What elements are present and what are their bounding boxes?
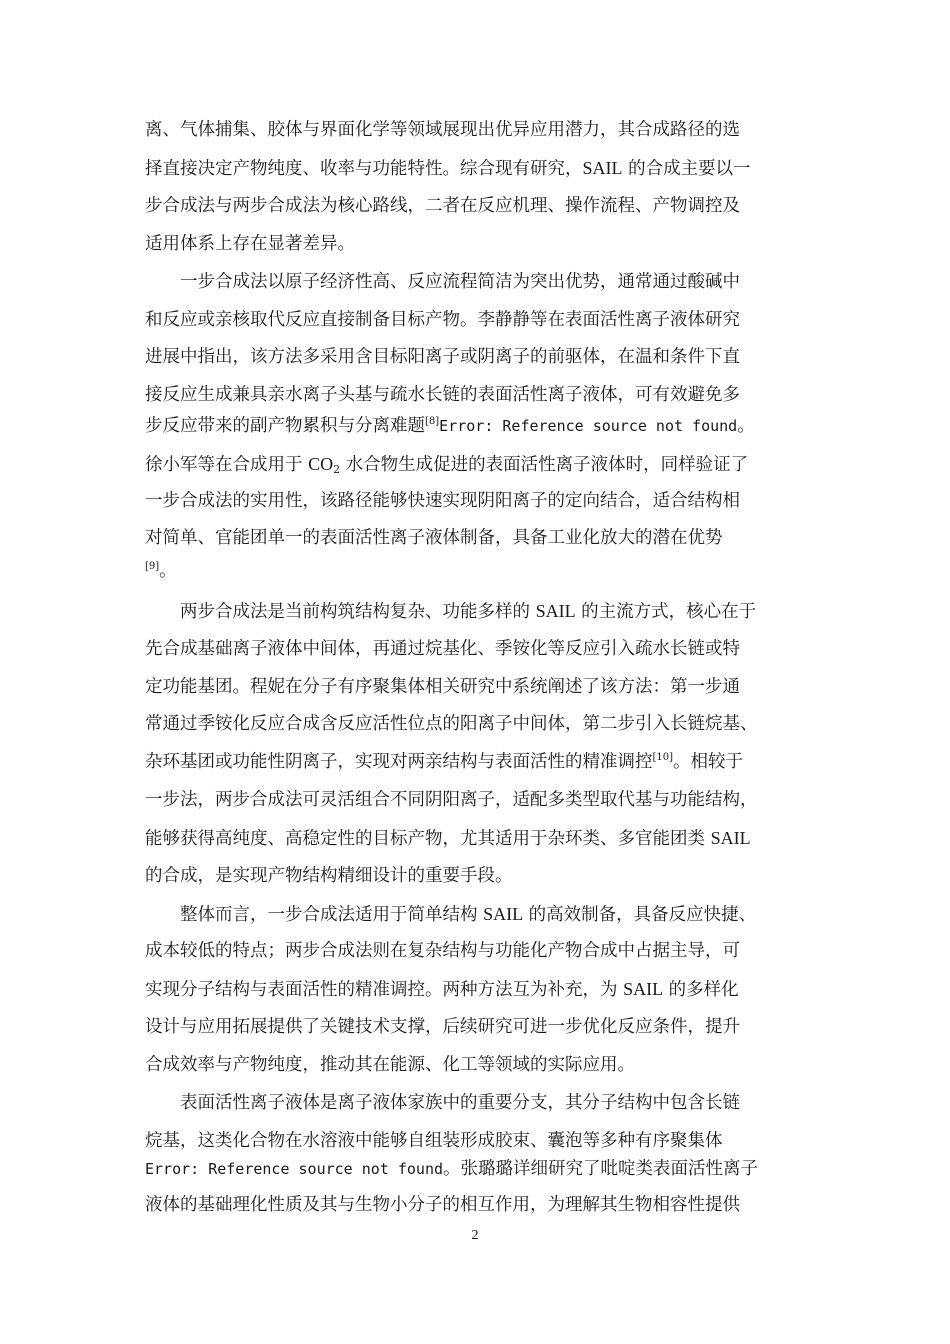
text-line: 步合成法与两步合成法为核心路线，二者在反应机理、操作流程、产物调控及	[145, 196, 740, 216]
text-line: 液体的基础理化性质及其与生物小分子的相互作用，为理解其生物相容性提供	[145, 1195, 740, 1215]
reference-error: Error: Reference source not found	[145, 1160, 444, 1178]
text-line: 成本较低的特点；两步合成法则在复杂结构与功能化产物合成中占据主导，可	[145, 941, 740, 961]
text-line: 的合成，是实现产物结构精细设计的重要手段。	[145, 866, 513, 886]
text-line: 择直接决定产物纯度、收率与功能特性。综合现有研究，SAIL 的合成主要以一	[145, 158, 751, 179]
paragraph-start: 整体而言，一步合成法适用于简单结构 SAIL 的高效制备，具备反应快捷、	[180, 904, 757, 925]
text-line: 烷基，这类化合物在水溶液中能够自组装形成胶束、囊泡等多种有序聚集体	[145, 1131, 723, 1151]
text-line: Error: Reference source not found。张璐璐详细研究了吡啶类表面活性离子	[145, 1159, 759, 1179]
reference-error: Error: Reference source not found	[439, 417, 738, 435]
paragraph-start: 一步合成法以原子经济性高、反应流程简洁为突出优势，通常通过酸碱中	[180, 272, 740, 292]
text-line: 徐小军等在合成用于 $CO_2$ 水合物生成促进的表面活性离子液体时，同样验证了	[145, 454, 749, 476]
text-line: 常通过季铵化反应合成含反应活性位点的阳离子中间体，第二步引入长链烷基、	[145, 714, 758, 734]
text-line: 一步合成法的实用性，该路径能够快速实现阴阳离子的定向结合，适合结构相	[145, 491, 740, 511]
page-number: 2	[471, 1228, 479, 1243]
text-line: 接反应生成兼具亲水离子头基与疏水长链的表面活性离子液体，可有效避免多	[145, 385, 740, 405]
paragraph-start: 两步合成法是当前构筑结构复杂、功能多样的 SAIL 的主流方式，核心在于	[180, 601, 757, 622]
text-line: 定功能基团。程妮在分子有序聚集体相关研究中系统阐述了该方法：第一步通	[145, 677, 740, 697]
text-line: 杂环基团或功能性阴离子，实现对两亲结构与表面活性的精准调控[10]。相较于	[145, 752, 744, 772]
paragraph-start: 表面活性离子液体是离子液体家族中的重要分支，其分子结构中包含长链	[180, 1093, 740, 1113]
text-line: [9]。	[145, 561, 177, 581]
text-line: 进展中指出，该方法多采用含目标阳离子或阴离子的前驱体，在温和条件下直	[145, 347, 740, 367]
citation: [10]	[652, 752, 674, 763]
text-line: 实现分子结构与表面活性的精准调控。两种方法互为补充，为 SAIL 的多样化	[145, 979, 739, 1000]
text-line: 设计与应用拓展提供了关键技术支撑，后续研究可进一步优化反应条件，提升	[145, 1017, 740, 1037]
text-line: 和反应或亲核取代反应直接制备目标产物。李静静等在表面活性离子液体研究	[145, 310, 740, 330]
text-line: 对简单、官能团单一的表面活性离子液体制备，具备工业化放大的潜在优势	[145, 528, 723, 548]
text-line: 合成效率与产物纯度，推动其在能源、化工等领域的实际应用。	[145, 1055, 635, 1075]
text-line: 适用体系上存在显著差异。	[145, 234, 355, 254]
text-line: 离、气体捕集、胶体与界面化学等领域展现出优异应用潜力，其合成路径的选	[145, 120, 740, 140]
text-line: 能够获得高纯度、高稳定性的目标产物，尤其适用于杂环类、多官能团类 SAIL	[145, 828, 751, 849]
text-line: 一步法，两步合成法可灵活组合不同阴阳离子，适配多类型取代基与功能结构，	[145, 790, 758, 810]
citation: [9]	[145, 561, 160, 572]
text-line: 步反应带来的副产物累积与分离难题[8]Error: Reference source not found。	[145, 416, 755, 436]
citation: [8]	[425, 416, 440, 427]
text-line: 先合成基础离子液体中间体，再通过烷基化、季铵化等反应引入疏水长链或特	[145, 639, 740, 659]
